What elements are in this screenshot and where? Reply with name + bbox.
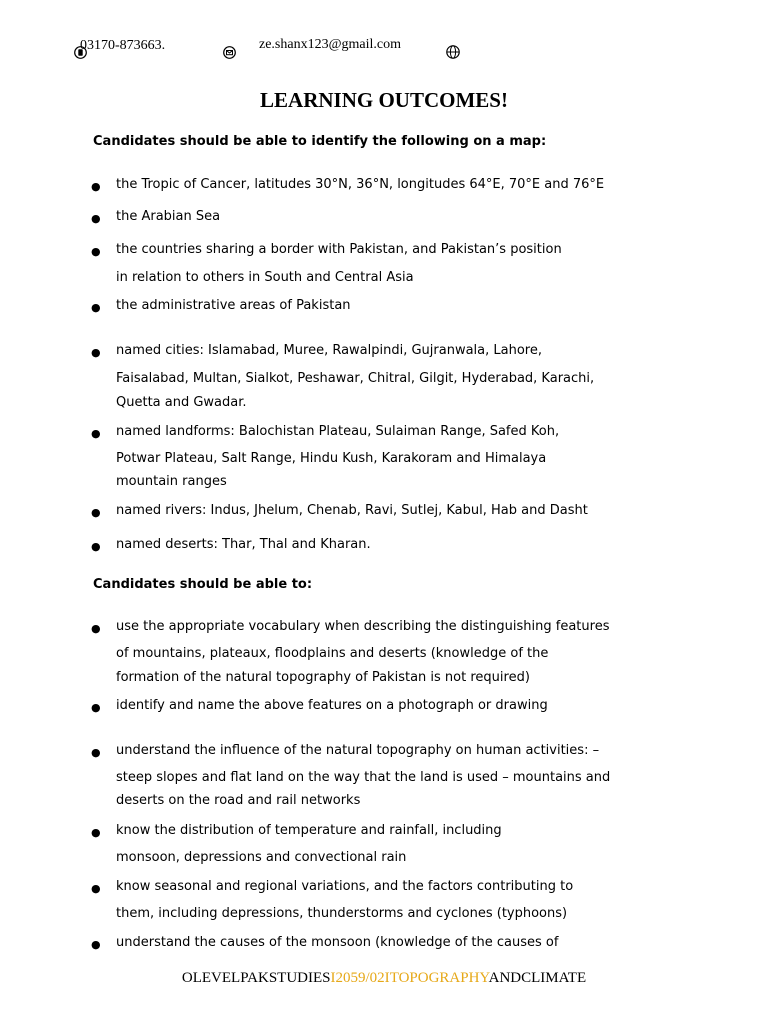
list-item-line: named rivers: Indus, Jhelum, Chenab, Ravi, Sutlej, Kabul, Hab and Dasht: [116, 503, 588, 518]
globe-icon: [446, 45, 459, 58]
contact-header: [0, 36, 768, 66]
bullet-icon: ●: [91, 212, 101, 225]
list-item-line: steep slopes and flat land on the way that the land is used – mountains and: [116, 770, 611, 785]
bullet-icon: ●: [91, 180, 101, 193]
footer-code: I2059/02I: [330, 970, 390, 986]
bullet-icon: ●: [91, 506, 101, 519]
list-item-line: mountain ranges: [116, 474, 227, 489]
list-item-line: in relation to others in South and Central Asia: [116, 270, 414, 285]
footer-topic: TOPOGRAPHY: [389, 970, 489, 986]
list-item-line: know seasonal and regional variations, and the factors contributing to: [116, 879, 574, 894]
bullet-icon: ●: [91, 346, 101, 359]
bullet-icon: ●: [91, 427, 101, 440]
mail-icon: [223, 46, 236, 59]
list-item-line: understand the causes of the monsoon (knowledge of the causes of: [116, 935, 559, 950]
bullet-icon: ●: [91, 622, 101, 635]
bullet-icon: ●: [91, 826, 101, 839]
list-item-line: the administrative areas of Pakistan: [116, 298, 351, 313]
section-heading-skills: Candidates should be able to:: [93, 577, 313, 592]
list-item-line: Potwar Plateau, Salt Range, Hindu Kush, Karakoram and Himalaya: [116, 451, 547, 466]
list-item-line: the Arabian Sea: [116, 209, 221, 224]
list-item-line: Quetta and Gwadar.: [116, 395, 247, 410]
bullet-icon: ●: [91, 540, 101, 553]
list-item-line: know the distribution of temperature and rainfall, including: [116, 823, 502, 838]
list-item-line: named cities: Islamabad, Muree, Rawalpindi, Gujranwala, Lahore,: [116, 343, 542, 358]
list-item-line: deserts on the road and rail networks: [116, 793, 361, 808]
footer-subject: OLEVELPAKSTUDIES: [181, 970, 331, 986]
list-item-line: the countries sharing a border with Pakistan, and Pakistan’s position: [116, 242, 562, 257]
list-item-line: of mountains, plateaux, floodplains and deserts (knowledge of the: [116, 646, 549, 661]
list-item-line: identify and name the above features on a photograph or drawing: [116, 698, 548, 713]
list-item-line: formation of the natural topography of Pakistan is not required): [116, 670, 530, 685]
list-item-line: understand the influence of the natural topography on human activities: –: [116, 743, 600, 758]
email-address[interactable]: ze.shanx123@gmail.com: [259, 37, 401, 52]
list-item-line: named landforms: Balochistan Plateau, Sulaiman Range, Safed Koh,: [116, 424, 560, 439]
section-heading-map: Candidates should be able to identify the following on a map:: [93, 134, 547, 149]
page-title: LEARNING OUTCOMES!: [260, 88, 508, 112]
phone-number: 03170-873663.: [80, 38, 166, 53]
bullet-icon: ●: [91, 301, 101, 314]
bullet-icon: ●: [91, 882, 101, 895]
bullet-icon: ●: [91, 701, 101, 714]
list-item-line: monsoon, depressions and convectional rain: [116, 850, 407, 865]
list-item-line: the Tropic of Cancer, latitudes 30°N, 36°N, longitudes 64°E, 70°E and 76°E: [116, 177, 605, 192]
list-item-line: them, including depressions, thunderstorms and cyclones (typhoons): [116, 906, 568, 921]
list-item-line: Faisalabad, Multan, Sialkot, Peshawar, Chitral, Gilgit, Hyderabad, Karachi,: [116, 371, 595, 386]
list-item-line: use the appropriate vocabulary when describing the distinguishing features: [116, 619, 610, 634]
bullet-icon: ●: [91, 938, 101, 951]
footer-topic-suffix: ANDCLIMATE: [488, 970, 587, 986]
bullet-icon: ●: [91, 746, 101, 759]
page-footer: [0, 970, 768, 987]
list-item-line: named deserts: Thar, Thal and Kharan.: [116, 537, 371, 552]
bullet-icon: ●: [91, 245, 101, 258]
